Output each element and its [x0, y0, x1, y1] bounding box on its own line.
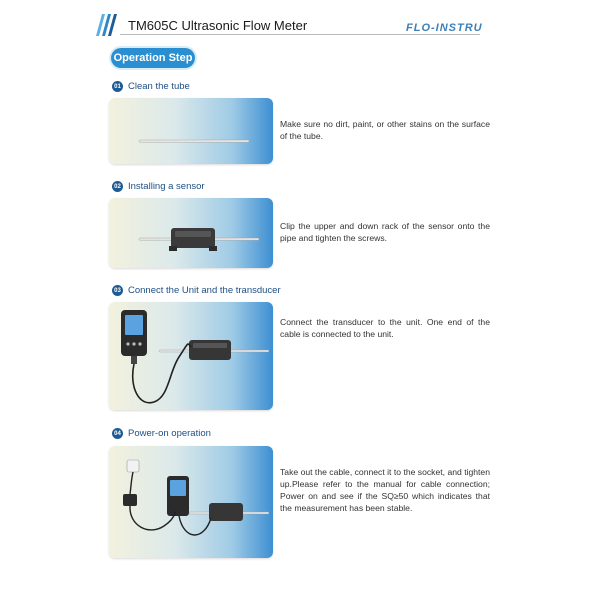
- step-number-badge: 02: [112, 181, 123, 192]
- step-4-description: Take out the cable, connect it to the socket, and tighten up.Please refer to the manual for cable connection; Power on and see if the SQ≥50 which indicates that the measurement has been stable.: [280, 467, 490, 513]
- step-1-photo: [109, 98, 273, 164]
- step-4-heading: [112, 428, 211, 439]
- step-3-heading: [112, 285, 281, 296]
- step-number-badge: 03: [112, 285, 123, 296]
- step-1-heading: [112, 81, 190, 92]
- header-divider: [120, 34, 480, 35]
- step-number-badge: 04: [112, 428, 123, 439]
- sensor-on-pipe-image: [109, 198, 273, 268]
- step-2-description: Clip the upper and down rack of the sensor onto the pipe and tighten the screws.: [280, 221, 490, 243]
- unit-and-transducer-image: [109, 302, 273, 410]
- step-3-photo: [109, 302, 273, 410]
- brand-logo: FLO-INSTRU: [406, 22, 483, 34]
- header-stripes-icon: [96, 14, 126, 36]
- step-3-description: Connect the transducer to the unit. One end of the cable is connected to the unit.: [280, 317, 490, 339]
- step-1-description: Make sure no dirt, paint, or other stains on the surface of the tube.: [280, 119, 490, 141]
- step-2-heading: [112, 181, 205, 192]
- document-title: TM605C Ultrasonic Flow Meter: [128, 18, 308, 33]
- step-2-photo: [109, 198, 273, 268]
- power-on-setup-image: [109, 446, 273, 558]
- step-4-photo: [109, 446, 273, 558]
- step-title: Clean the tube: [128, 81, 190, 92]
- step-number-badge: 01: [112, 81, 123, 92]
- step-title: Connect the Unit and the transducer: [128, 285, 281, 296]
- step-title: Power-on operation: [128, 428, 211, 439]
- step-title: Installing a sensor: [128, 181, 205, 192]
- section-banner: Operation Step: [111, 48, 195, 68]
- clean-tube-image: [109, 98, 273, 164]
